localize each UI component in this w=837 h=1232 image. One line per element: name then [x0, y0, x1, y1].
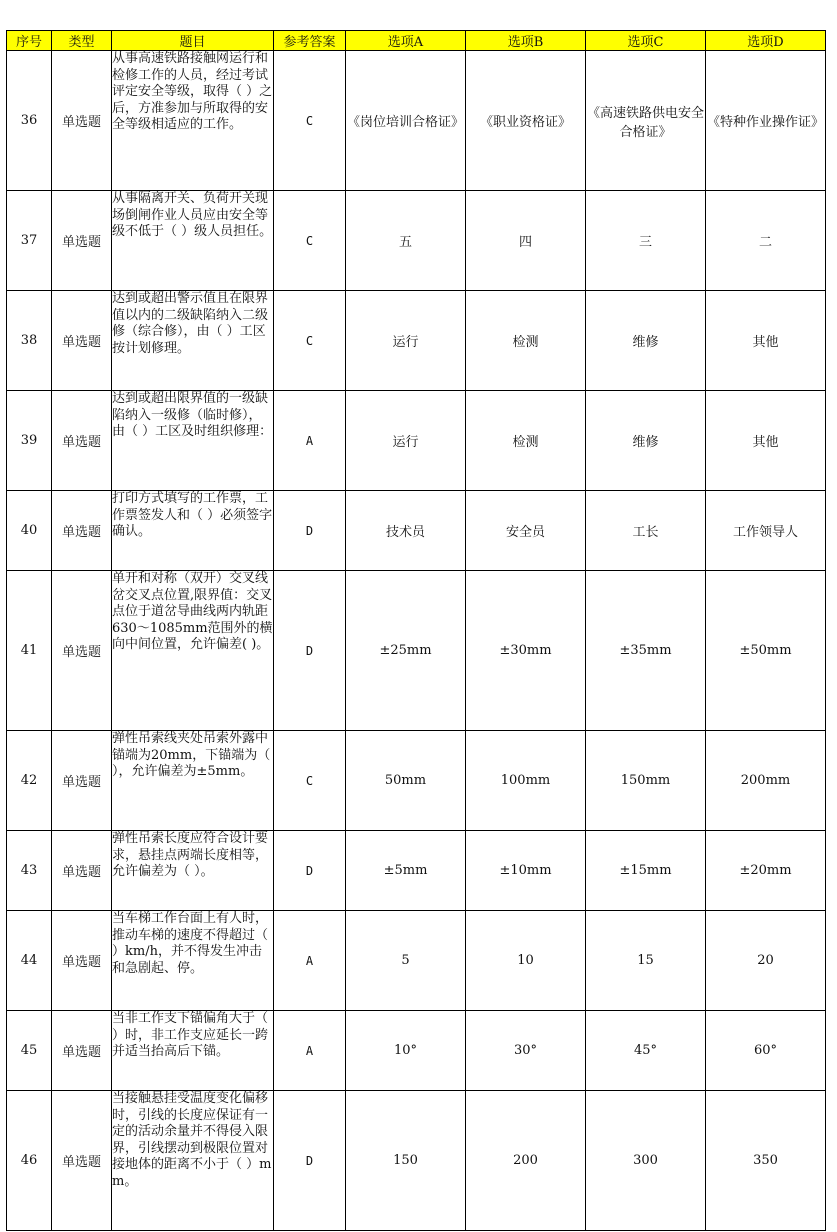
row-option-c[interactable]: 150mm — [586, 731, 706, 831]
row-question[interactable]: 打印方式填写的工作票，工作票签发人和（ ）必须签字确认。 — [112, 491, 274, 571]
row-answer[interactable]: D — [274, 1091, 346, 1231]
row-option-c[interactable]: 300 — [586, 1091, 706, 1231]
row-option-a[interactable]: 五 — [346, 191, 466, 291]
table-row — [7, 911, 826, 1011]
row-option-d[interactable]: 20 — [706, 911, 826, 1011]
row-question[interactable]: 当非工作支下锚偏角大于（ ）时，非工作支应延长一跨并适当抬高后下锚。 — [112, 1011, 274, 1091]
row-answer[interactable]: C — [274, 731, 346, 831]
row-type[interactable]: 单选题 — [52, 1011, 112, 1091]
row-option-a[interactable]: 150 — [346, 1091, 466, 1231]
row-option-a[interactable]: 运行 — [346, 391, 466, 491]
row-option-d[interactable]: 60° — [706, 1011, 826, 1091]
row-type[interactable]: 单选题 — [52, 571, 112, 731]
row-question[interactable]: 当接触悬挂受温度变化偏移时，引线的长度应保证有一定的活动余量并不得侵入限界，引线摆动到极限位置对接地体的距离不小于（ ）mm。 — [112, 1091, 274, 1231]
table-row — [7, 731, 826, 831]
row-number[interactable]: 39 — [7, 391, 52, 491]
row-question[interactable]: 弹性吊索线夹处吊索外露中锚端为20mm，下锚端为（ ），允许偏差为±5mm。 — [112, 731, 274, 831]
header-row — [7, 31, 826, 51]
question-table — [6, 30, 826, 1231]
header-cell[interactable]: 选项B — [466, 31, 586, 51]
header-cell[interactable]: 选项D — [706, 31, 826, 51]
row-question[interactable]: 达到或超出警示值且在限界值以内的二级缺陷纳入二级修（综合修），由（ ）工区按计划修理。 — [112, 291, 274, 391]
table-row — [7, 1011, 826, 1091]
row-option-c[interactable]: ±35mm — [586, 571, 706, 731]
table-row — [7, 291, 826, 391]
header-cell[interactable]: 类型 — [52, 31, 112, 51]
table-row — [7, 51, 826, 191]
row-option-a[interactable]: 运行 — [346, 291, 466, 391]
row-number[interactable]: 46 — [7, 1091, 52, 1231]
row-number[interactable]: 44 — [7, 911, 52, 1011]
row-option-b[interactable]: 四 — [466, 191, 586, 291]
row-answer[interactable]: C — [274, 191, 346, 291]
row-option-b[interactable]: 10 — [466, 911, 586, 1011]
row-option-b[interactable]: 200 — [466, 1091, 586, 1231]
row-option-d[interactable]: 其他 — [706, 391, 826, 491]
header-cell[interactable]: 序号 — [7, 31, 52, 51]
table-row — [7, 491, 826, 571]
row-answer[interactable]: A — [274, 911, 346, 1011]
row-type[interactable]: 单选题 — [52, 191, 112, 291]
row-answer[interactable]: D — [274, 491, 346, 571]
row-option-a[interactable]: 50mm — [346, 731, 466, 831]
row-answer[interactable]: C — [274, 291, 346, 391]
row-number[interactable]: 36 — [7, 51, 52, 191]
row-option-b[interactable]: 检测 — [466, 391, 586, 491]
row-type[interactable]: 单选题 — [52, 51, 112, 191]
row-option-c[interactable]: 工长 — [586, 491, 706, 571]
row-number[interactable]: 37 — [7, 191, 52, 291]
row-option-b[interactable]: 检测 — [466, 291, 586, 391]
row-question[interactable]: 弹性吊索长度应符合设计要求，悬挂点两端长度相等，允许偏差为（ ）。 — [112, 831, 274, 911]
row-answer[interactable]: A — [274, 1011, 346, 1091]
row-option-b[interactable]: 《职业资格证》 — [466, 51, 586, 191]
row-option-d[interactable]: 工作领导人 — [706, 491, 826, 571]
row-option-c[interactable]: 《高速铁路供电安全合格证》 — [586, 51, 706, 191]
header-cell[interactable]: 参考答案 — [274, 31, 346, 51]
row-option-d[interactable]: 其他 — [706, 291, 826, 391]
row-option-b[interactable]: ±10mm — [466, 831, 586, 911]
row-option-c[interactable]: 维修 — [586, 391, 706, 491]
row-answer[interactable]: A — [274, 391, 346, 491]
row-type[interactable]: 单选题 — [52, 291, 112, 391]
row-option-d[interactable]: 二 — [706, 191, 826, 291]
row-type[interactable]: 单选题 — [52, 1091, 112, 1231]
row-option-b[interactable]: 安全员 — [466, 491, 586, 571]
header-cell[interactable]: 选项C — [586, 31, 706, 51]
row-option-b[interactable]: 30° — [466, 1011, 586, 1091]
table-row — [7, 391, 826, 491]
row-type[interactable]: 单选题 — [52, 831, 112, 911]
row-option-a[interactable]: 5 — [346, 911, 466, 1011]
row-type[interactable]: 单选题 — [52, 491, 112, 571]
row-number[interactable]: 40 — [7, 491, 52, 571]
row-number[interactable]: 45 — [7, 1011, 52, 1091]
row-option-c[interactable]: ±15mm — [586, 831, 706, 911]
row-option-b[interactable]: ±30mm — [466, 571, 586, 731]
row-option-c[interactable]: 维修 — [586, 291, 706, 391]
row-number[interactable]: 42 — [7, 731, 52, 831]
row-option-a[interactable]: 《岗位培训合格证》 — [346, 51, 466, 191]
row-option-d[interactable]: ±50mm — [706, 571, 826, 731]
row-option-d[interactable]: 200mm — [706, 731, 826, 831]
row-option-a[interactable]: 10° — [346, 1011, 466, 1091]
row-type[interactable]: 单选题 — [52, 731, 112, 831]
row-question[interactable]: 单开和对称（双开）交叉线岔交叉点位置,限界值：交叉点位于道岔导曲线两内轨距630～1085mm范围外的横向中间位置，允许偏差( )。 — [112, 571, 274, 731]
row-type[interactable]: 单选题 — [52, 391, 112, 491]
row-question[interactable]: 从事隔离开关、负荷开关现场倒闸作业人员应由安全等级不低于（ ）级人员担任。 — [112, 191, 274, 291]
row-number[interactable]: 38 — [7, 291, 52, 391]
row-number[interactable]: 43 — [7, 831, 52, 911]
header-cell[interactable]: 选项A — [346, 31, 466, 51]
row-number[interactable]: 41 — [7, 571, 52, 731]
header-cell[interactable]: 题目 — [112, 31, 274, 51]
row-option-c[interactable]: 45° — [586, 1011, 706, 1091]
row-answer[interactable]: D — [274, 831, 346, 911]
table-row — [7, 571, 826, 731]
table-row — [7, 1091, 826, 1231]
row-type[interactable]: 单选题 — [52, 911, 112, 1011]
row-option-b[interactable]: 100mm — [466, 731, 586, 831]
row-option-a[interactable]: ±5mm — [346, 831, 466, 911]
row-answer[interactable]: C — [274, 51, 346, 191]
row-option-c[interactable]: 三 — [586, 191, 706, 291]
row-question[interactable]: 达到或超出限界值的一级缺陷纳入一级修（临时修），由（ ）工区及时组织修理： — [112, 391, 274, 491]
table-row — [7, 191, 826, 291]
row-option-d[interactable]: ±20mm — [706, 831, 826, 911]
row-answer[interactable]: D — [274, 571, 346, 731]
row-question[interactable]: 从事高速铁路接触网运行和检修工作的人员，经过考试评定安全等级，取得（ ）之后，方准参加与所取得的安全等级相适应的工作。 — [112, 51, 274, 191]
row-question[interactable]: 当车梯工作台面上有人时，推动车梯的速度不得超过（ ）km/h，并不得发生冲击和急剧起、停。 — [112, 911, 274, 1011]
row-option-a[interactable]: ±25mm — [346, 571, 466, 731]
row-option-a[interactable]: 技术员 — [346, 491, 466, 571]
table-row — [7, 831, 826, 911]
row-option-d[interactable]: 《特种作业操作证》 — [706, 51, 826, 191]
row-option-c[interactable]: 15 — [586, 911, 706, 1011]
row-option-d[interactable]: 350 — [706, 1091, 826, 1231]
